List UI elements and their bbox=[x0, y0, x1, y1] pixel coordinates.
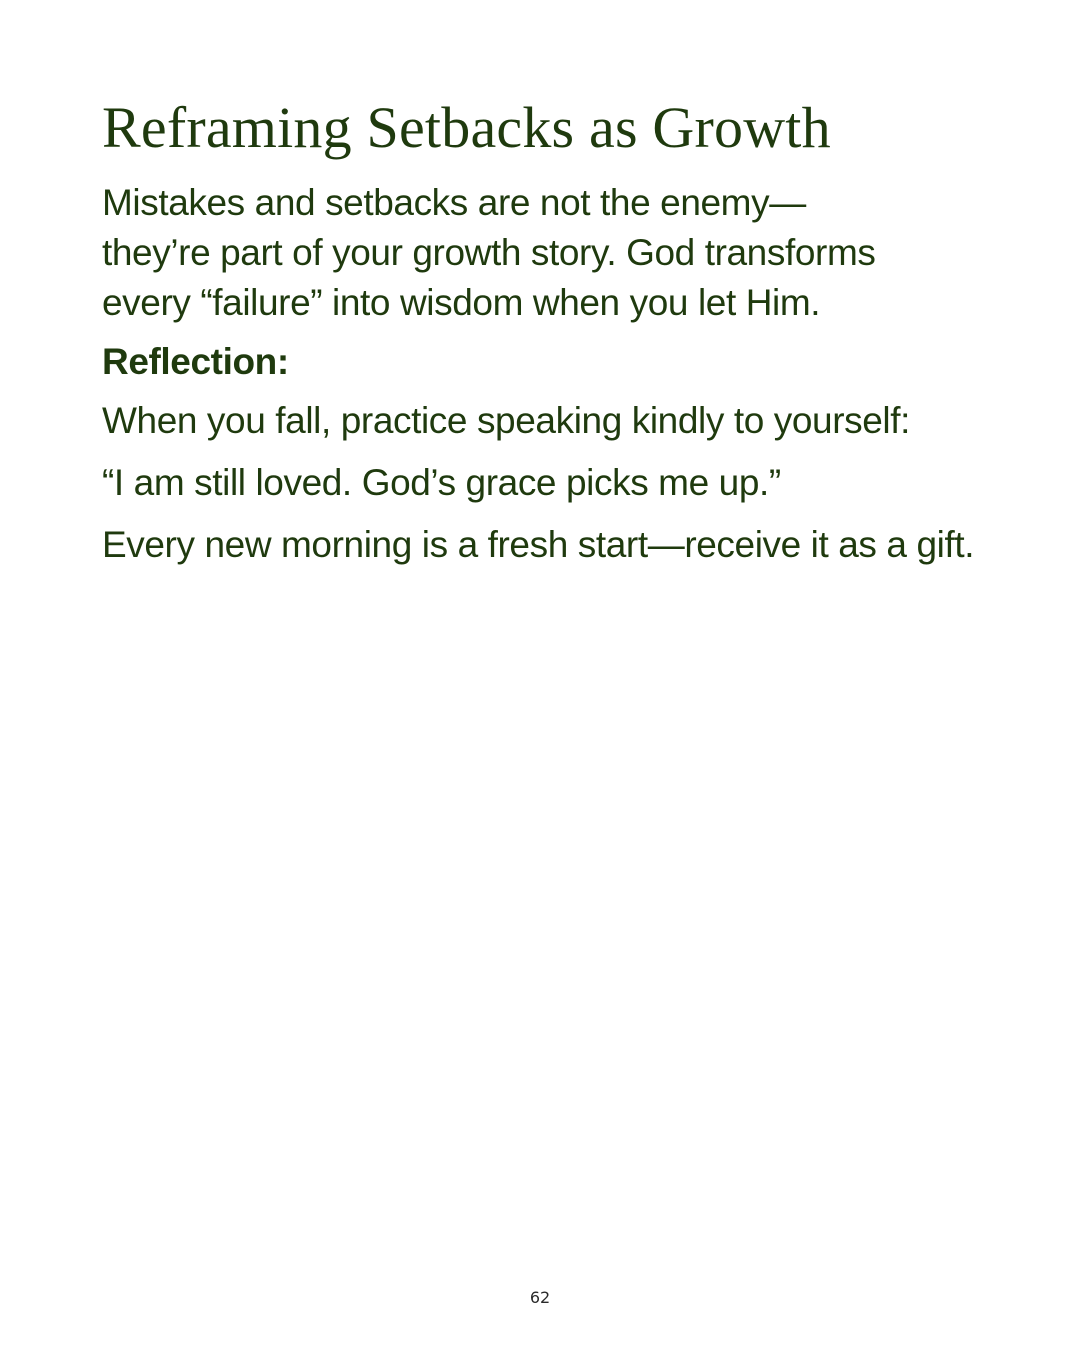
intro-line: they’re part of your growth story. God transforms bbox=[102, 232, 876, 273]
reflection-paragraph-morning: Every new morning is a fresh start—receive it as a gift. bbox=[102, 524, 975, 565]
page-title: Reframing Setbacks as Growth bbox=[102, 95, 831, 160]
intro-paragraph bbox=[102, 178, 982, 328]
page-number: 62 bbox=[529, 1288, 551, 1307]
intro-line: every “failure” into wisdom when you let Him. bbox=[102, 282, 821, 323]
reflection-heading: Reflection: bbox=[102, 341, 289, 382]
reflection-paragraph-quote: “I am still loved. God’s grace picks me up.” bbox=[102, 462, 781, 503]
reflection-paragraph-practice: When you fall, practice speaking kindly to yourself: bbox=[102, 400, 910, 441]
page-content bbox=[102, 92, 982, 570]
intro-line: Mistakes and setbacks are not the enemy— bbox=[102, 182, 806, 223]
